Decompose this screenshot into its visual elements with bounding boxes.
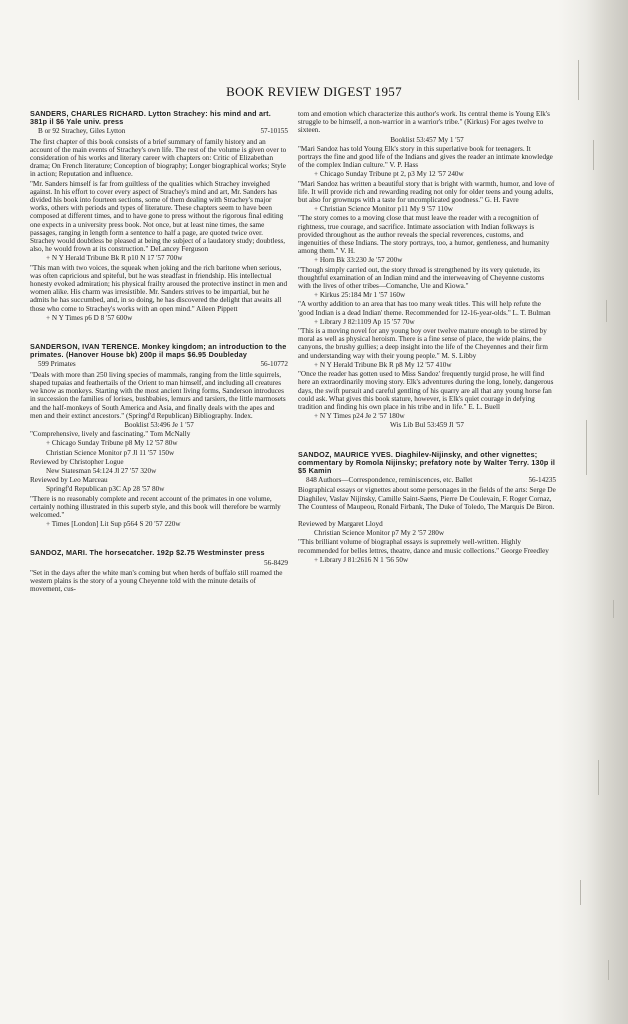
classification-line [298,476,556,484]
review-citation: Booklist 53:457 My 1 '57 [390,135,464,144]
catalog-number: 56-8429 [264,558,288,567]
scan-speck [580,880,581,905]
review-text: The first chapter of this book consists of a brief summary of family history and an account of the main events of Strachey's own life. The rest of the volume is given over to consideration of his works and literary career with chapters on: Critic of Elizabethan drama; On French literature; Conception of biography; Longer biographical works; Style in action; Reputation and influence. [30,137,287,179]
scan-speck [613,600,614,618]
classification-subject: 848 Authors—Correspondence, reminiscences, etc. Ballet [306,476,473,485]
review-citation: + Library J 81:2616 N 1 '56 50w [314,555,409,564]
scan-speck [598,760,599,795]
page-header [0,84,628,102]
review-entry [30,343,288,528]
review-citation: + N Y Times p6 D 8 '57 600w [46,313,133,322]
review-citation: New Statesman 54:124 Jl 27 '57 320w [46,466,157,475]
review-text: Reviewed by Leo Marceau [30,476,108,485]
review-citation: + N Y Herald Tribune Bk R p10 N 17 '57 700w [46,254,183,263]
scan-speck [586,420,587,475]
catalog-number: 56-10772 [260,360,288,369]
review-entry [30,549,288,593]
entry-spacer [298,433,556,451]
review-text: Reviewed by Christopher Logue [30,457,124,466]
right-column [298,110,556,567]
classification-line [30,360,288,368]
review-citation: Springf'd Republican p3C Ap 28 '57 80w [46,485,165,494]
classification-line [30,559,288,567]
review-text: "This man with two voices, the squeak when joking and the rich baritone when serious, was often capricious and spiteful, but he was steadfast in friendship. His intellectual honesty evoked admiration; his physical frailty aroused the protective instinct in men and women alike. His charm was irresistible. Mr. Sanders strives to be impartial, but he admits he has succumbed, and, in so doing, he has discovered the delight that awaits all those who come to Strachey's works with an open mind." Aileen Pippett [30,263,288,313]
review-text: "Mari Sandoz has written a beautiful story that is bright with warmth, humor, and love of life. It will provide rich and rewarding reading not only for older teens and young adults, but also for grownups with a taste for uncomplicated goodness." G. H. Favre [298,179,555,205]
review-text: "There is no reasonably complete and recent account of the primates in one volume, certainly nothing illustrated in this superb style, and this book will therefore be warmly welcomed." [30,494,281,519]
review-citation: Christian Science Monitor p7 My 2 '57 280w [314,529,445,538]
entry-heading: SANDERS, CHARLES RICHARD. Lytton Strachey: his mind and art. 381p il $6 Yale univ. press [30,109,271,127]
review-citation: + Horn Bk 33:230 Je '57 200w [314,256,403,265]
scan-speck [578,60,579,100]
review-text: "A worthy addition to an area that has too many weak titles. This will help refute the 'good Indian is a dead Indian' theme. Recommended for 12-16-year-olds." L. T. Bulman [298,300,551,317]
review-citation: + Times [London] Lit Sup p564 S 20 '57 220w [46,520,181,529]
classification-line [30,127,288,135]
binding-edge [558,0,628,1024]
review-entry [298,451,556,564]
entry-heading: SANDERSON, IVAN TERENCE. Monkey kingdom; an introduction to the primates. (Hanover House bk) 200p il maps $6.95 Doubleday [30,342,287,360]
scan-speck [606,300,607,322]
review-text: "Comprehensive, lively and fascinating." Tom McNally [30,430,191,439]
catalog-number: 56-14235 [528,476,556,485]
review-text: tom and emotion which characterize this author's work. Its central theme is Young Elk's struggle to be himself, a non-warrior in a warrior's tribe." (Kirkus) For ages twelve to sixteen. [298,110,550,135]
classification-subject: 599 Primates [38,360,76,369]
review-text: "Though simply carried out, the story thread is strengthened by its very quietude, its thoughtful examination of an Indian mind and the interweaving of Cheyenne customs with the lives of other tribes—Comanche, Ute and Kiowa." [298,265,545,291]
entry-heading: SANDOZ, MAURICE YVES. Diaghilev-Nijinsky, and other vignettes; commentary by Romola Nijinsky; prefatory note by Walter Terry. 130p il $5 Kamin [298,449,556,475]
review-citation: + N Y Herald Tribune Bk R p8 My 12 '57 410w [314,360,452,369]
catalog-number: 57-10155 [260,127,288,136]
entry-spacer [30,531,288,549]
running-head: BOOK REVIEW DIGEST 1957 [226,84,402,99]
review-citation: + Christian Science Monitor p11 My 9 '57 110w [314,205,453,214]
review-text: "Mr. Sanders himself is far from guiltless of the qualities which Strachey inveighed against. In his effort to cover every aspect of Strachey's mind and art, Mr. Sanders has divided his book into fourteen sections, some of them dealing with Strachey's major works, others with periods and types of literature. These chapters seem to have been composed at different times, and to have gone to press without the rigorous final editing one expects in a university press book. Not once, but at least nine times, the same passages, ranging in length form a sentence to half a page, are quoted twice over. Strachey would doubtless be pleased at being the subject of a laudatory study; doubtless, also, he would frown at its construction." DeLancey Ferguson [30,179,286,254]
review-citation: Wis Lib Bul 53:459 Jl '57 [390,421,464,430]
review-text: "Once the reader has gotten used to Miss Sandoz' frequently turgid prose, he will find here an extraordinarily moving story. Elk's adventures during the long, lonely, dangerous days, the swift pursuit and careful gentling of his quarry are all that any young horse fan could ask. What gives this book stature, however, is Elk's quiet courage in defying tradition and finding his own place in his tribe and in life." E. L. Buell [298,370,554,411]
scan-speck [608,960,609,980]
classification-subject: B or 92 Strachey, Giles Lytton [38,127,126,136]
review-citation: + Library J 82:1109 Ap 15 '57 70w [314,317,415,326]
review-citation: Christian Science Monitor p7 Jl 11 '57 150w [46,448,175,457]
review-citation: + Chicago Sunday Tribune pt 2, p3 My 12 '57 240w [314,170,464,179]
review-entry [30,110,288,322]
review-text: "Mari Sandoz has told Young Elk's story in this superlative book for teenagers. It portrays the fine and good life of the Indians and gives the reader an intimate knowledge of the complex Indian culture." V. P. Hass [298,144,553,170]
review-entry [298,110,556,430]
left-column [30,110,288,596]
review-citation: + Kirkus 25:184 Mr 1 '57 160w [314,291,406,300]
review-text: "Deals with more than 250 living species of mammals, ranging from the little squirrels, shaped tupaias and feathertails of the Orient to man himself, and including all creatures we know as monkeys. Starting with the most ancient living forms, Sanderson introduces in succession the families of lorises, bushbabies, lemurs and tarsiers, the little marmosets and the half-monkeys of South America and Asia, and finally deals with the apes and men and their extinct ancestors." (Springf'd Republican) Bibliography. Index. [30,370,286,420]
section-gap [298,512,556,520]
review-text: "The story comes to a moving close that must leave the reader with a recognition of rightness, true courage, and sacrifice. Intimate association with Indian folkways is provided throughout as the author reveals the special reverences, customs, and ingenuities of these Indians. The story portrays, too, a humor, gentleness, and humanity among them." V. H. [298,214,550,256]
review-text: "Set in the days after the white man's coming but when herds of buffalo still roamed the western plains is the story of a young Cheyenne told with the minute details of movement, cus- [30,568,283,594]
review-citation: Booklist 53:496 Je 1 '57 [124,420,194,429]
review-text: Biographical essays or vignettes about some personages in the fields of the arts: Serge De Diaghilev, Vaslav Nijinsky, Camille Saint-Saens, Pierre De Coulevain, F. Roger Cornaz, The Countess of Maupeou, Ronald Firbank, The Duke of Toledo, The Marquis De Biron. [298,486,556,511]
review-text: Reviewed by Margaret Lloyd [298,519,383,528]
review-text: "This brilliant volume of biographal essays is supremely well-written. Highly recommended for belles lettres, theatre, dance and music collections." George Freedley [298,538,549,555]
entry-spacer [30,325,288,343]
scan-speck [593,140,594,170]
entry-heading: SANDOZ, MARI. The horsecatcher. 192p $2.75 Westminster press [30,548,265,558]
review-text: "This is a moving novel for any young boy over twelve mature enough to be stirred by moral as well as physical heroism. There is a fine sense of place, the wide plains, the canyons, the brushy gullies; a deep insight into the life of the Cheyennes and their firm and understanding way with their young people." M. S. Libby [298,327,548,360]
review-citation: + Chicago Sunday Tribune p8 My 12 '57 80w [46,439,178,448]
review-citation: + N Y Times p24 Je 2 '57 180w [314,412,405,421]
